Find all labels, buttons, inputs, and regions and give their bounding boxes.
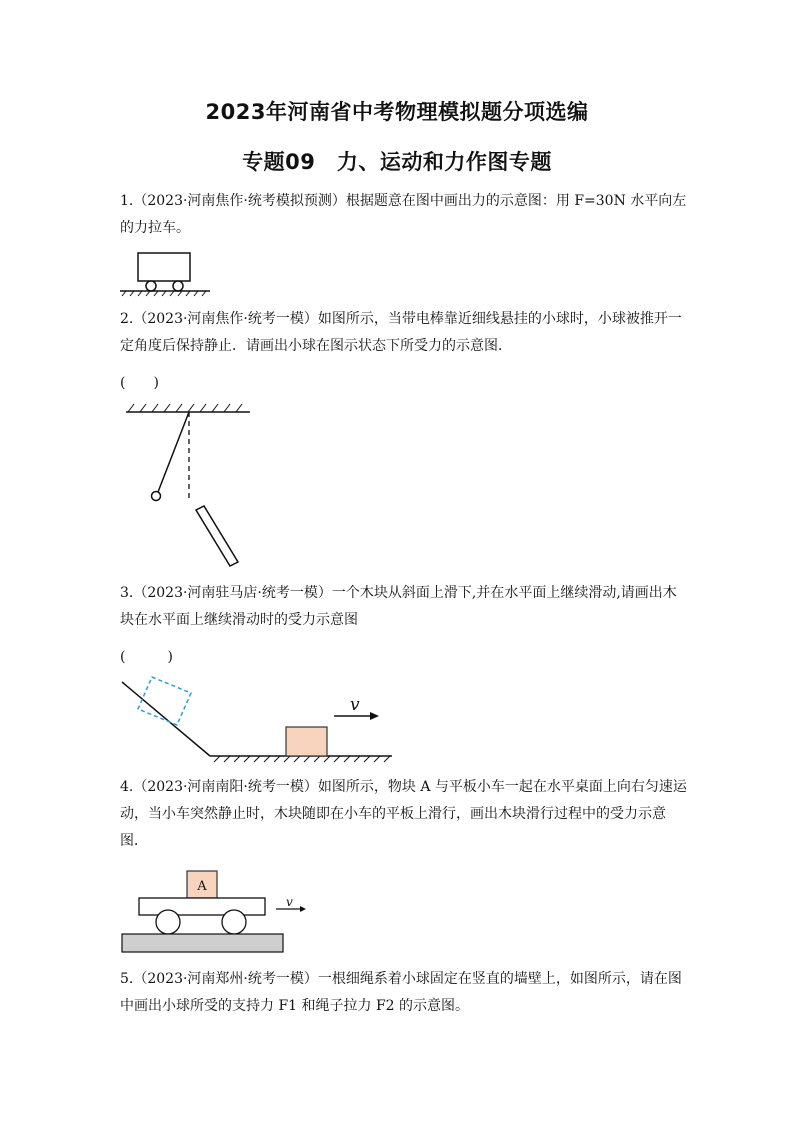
figure-pendulum [120,398,260,573]
document-title: 2023年河南省中考物理模拟题分项选编 [205,100,589,124]
question-5-text: 5.（2023·河南郑州·统考一模）一根细绳系着小球固定在竖直的墙壁上，如图所示，请在图中画出小球所受的支持力 F1 和绳子拉力 F2 的示意图。 [120,971,682,1014]
question-3-text: 3.（2023·河南驻马店·统考一模）一个木块从斜面上滑下,并在水平面上继续滑动,请画出木块在水平面上继续滑动时的受力示意图 [120,585,677,628]
document-subtitle: 专题09 力、运动和力作图专题 [242,150,552,174]
question-1-text: 1.（2023·河南焦作·统考模拟预测）根据题意在图中画出力的示意图：用 F=30N 水平向左的力拉车。 [120,193,687,236]
cart-wheel-left [156,910,180,934]
question-4-text: 4.（2023·河南南阳·统考一模）如图所示，物块 A 与平板小车一起在水平桌面上向右匀速运动，当小车突然静止时，木块随即在小车的平板上滑行，画出木块滑行过程中的受力示意图． [120,779,687,849]
table-surface [122,934,283,952]
velocity-arrowhead [370,712,379,720]
incline-surface [122,682,210,756]
ceiling-hatch [128,404,242,412]
string [158,412,189,492]
velocity-label: v [350,695,360,715]
question-2-answer-blank: ( ) [120,375,159,391]
small-ball [152,492,161,501]
cart-platform [139,898,265,915]
cart-wheel-right [173,281,183,291]
velocity-arrowhead [300,906,306,912]
cart-body [138,253,190,281]
figure-cart [118,250,213,300]
question-2-text: 2.（2023·河南焦作·统考一模）如图所示，当带电棒靠近细线悬挂的小球时，小球被推开一定角度后保持静止．请画出小球在图示状态下所受力的示意图． [120,311,682,354]
question-3-answer-blank: ( ) [120,649,173,665]
velocity-label: v [286,895,293,909]
block-a-label: A [197,879,207,894]
charged-rod [196,506,238,566]
cart-wheel-left [146,281,156,291]
figure-incline [118,668,408,768]
floor-hatch [214,756,390,762]
cart-wheel-right [222,910,246,934]
block-on-floor [286,727,327,756]
figure-cart-block [118,866,318,956]
